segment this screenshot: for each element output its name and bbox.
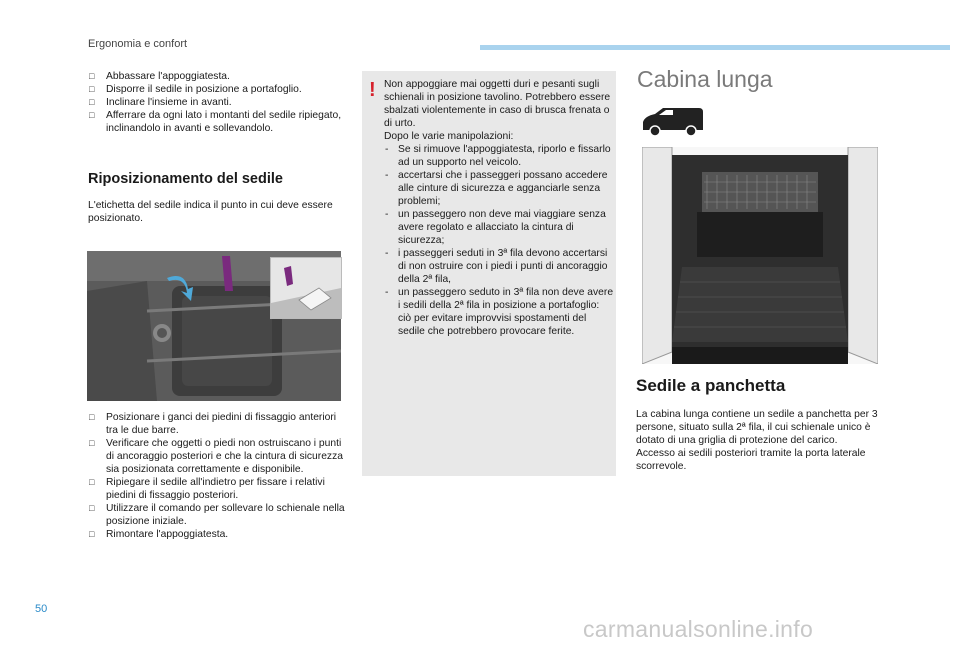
list-item: - un passeggero seduto in 3ª fila non deve avere i sedili della 2ª fila in posizione a portafoglio: ciò per evitare improvvisi spostamenti del sedile che potrebbero provocare ferite. [384, 286, 614, 338]
sedile-paragraph: La cabina lunga contiene un sedile a panchetta per 3 persone, situato sulla 2ª fila, il cui schienale unico è dotato di una griglia di protezione del carico. [636, 409, 878, 446]
sedile-heading: Sedile a panchetta [636, 376, 786, 395]
cabina-heading: Cabina lunga [637, 66, 773, 92]
repositioning-steps-list [88, 411, 346, 541]
list-item: □ Abbassare l'appoggiatesta. [88, 70, 343, 83]
section-title: Ergonomia e confort [88, 38, 188, 50]
list-item: □ Ripiegare il sedile all'indietro per fissare i relativi piedini di fissaggio posteriori. [88, 476, 346, 502]
list-item: - accertarsi che i passeggeri possano accedere alle cinture di sicurezza e agganciarle senza problemi; [384, 169, 614, 208]
page-number: 50 [35, 603, 48, 615]
warning-intro: Non appoggiare mai oggetti duri e pesanti sugli schienali in posizione tavolino. Potrebbero essere sbalzati violentemente in caso di brusca frenata o di urto. [384, 79, 611, 129]
sedile-access-note: Accesso ai sedili posteriori tramite la porta laterale scorrevole. [636, 448, 866, 472]
warning-list [384, 143, 614, 338]
warning-icon: ! [369, 79, 376, 101]
list-item: □ Posizionare i ganci dei piedini di fissaggio anteriori tra le due barre. [88, 411, 346, 437]
long-cab-cargo-photo [642, 147, 878, 364]
sedile-description [636, 408, 894, 473]
list-item: □ Disporre il sedile in posizione a portafoglio. [88, 83, 343, 96]
header-accent-bar [480, 45, 950, 50]
riposizionamento-intro: L'etichetta del sedile indica il punto in cui deve essere posizionato. [88, 200, 333, 224]
left-column-top [88, 70, 343, 225]
warning-text [384, 78, 614, 338]
label-detail-inset [270, 257, 342, 319]
watermark: carmanualsonline.info [583, 616, 814, 642]
removal-steps-list [88, 70, 343, 135]
list-item: □ Verificare che oggetti o piedi non ostruiscano i punti di ancoraggio posteriori e che la cintura di sicurezza sia posizionata correttamente e disponibile. [88, 437, 346, 476]
list-item: □ Inclinare l'insieme in avanti. [88, 96, 343, 109]
riposizionamento-heading: Riposizionamento del sedile [88, 171, 283, 187]
van-icon [639, 104, 707, 138]
warning-after: Dopo le varie manipolazioni: [384, 131, 514, 142]
list-item: - Se si rimuove l'appoggiatesta, riporlo e fissarlo ad un supporto nel veicolo. [384, 143, 614, 169]
list-item: □ Afferrare da ogni lato i montanti del sedile ripiegato, inclinandolo in avanti e sollevandolo. [88, 109, 343, 135]
list-item: □ Utilizzare il comando per sollevare lo schienale nella posizione iniziale. [88, 502, 346, 528]
list-item: - un passeggero non deve mai viaggiare senza avere regolato e allacciato la cintura di sicurezza; [384, 208, 614, 247]
list-item: - i passeggeri seduti in 3ª fila devono accertarsi di non ostruire con i piedi i punti di ancoraggio della 2ª fila, [384, 247, 614, 286]
list-item: □ Rimontare l'appoggiatesta. [88, 528, 346, 541]
left-column-bottom [88, 411, 346, 541]
